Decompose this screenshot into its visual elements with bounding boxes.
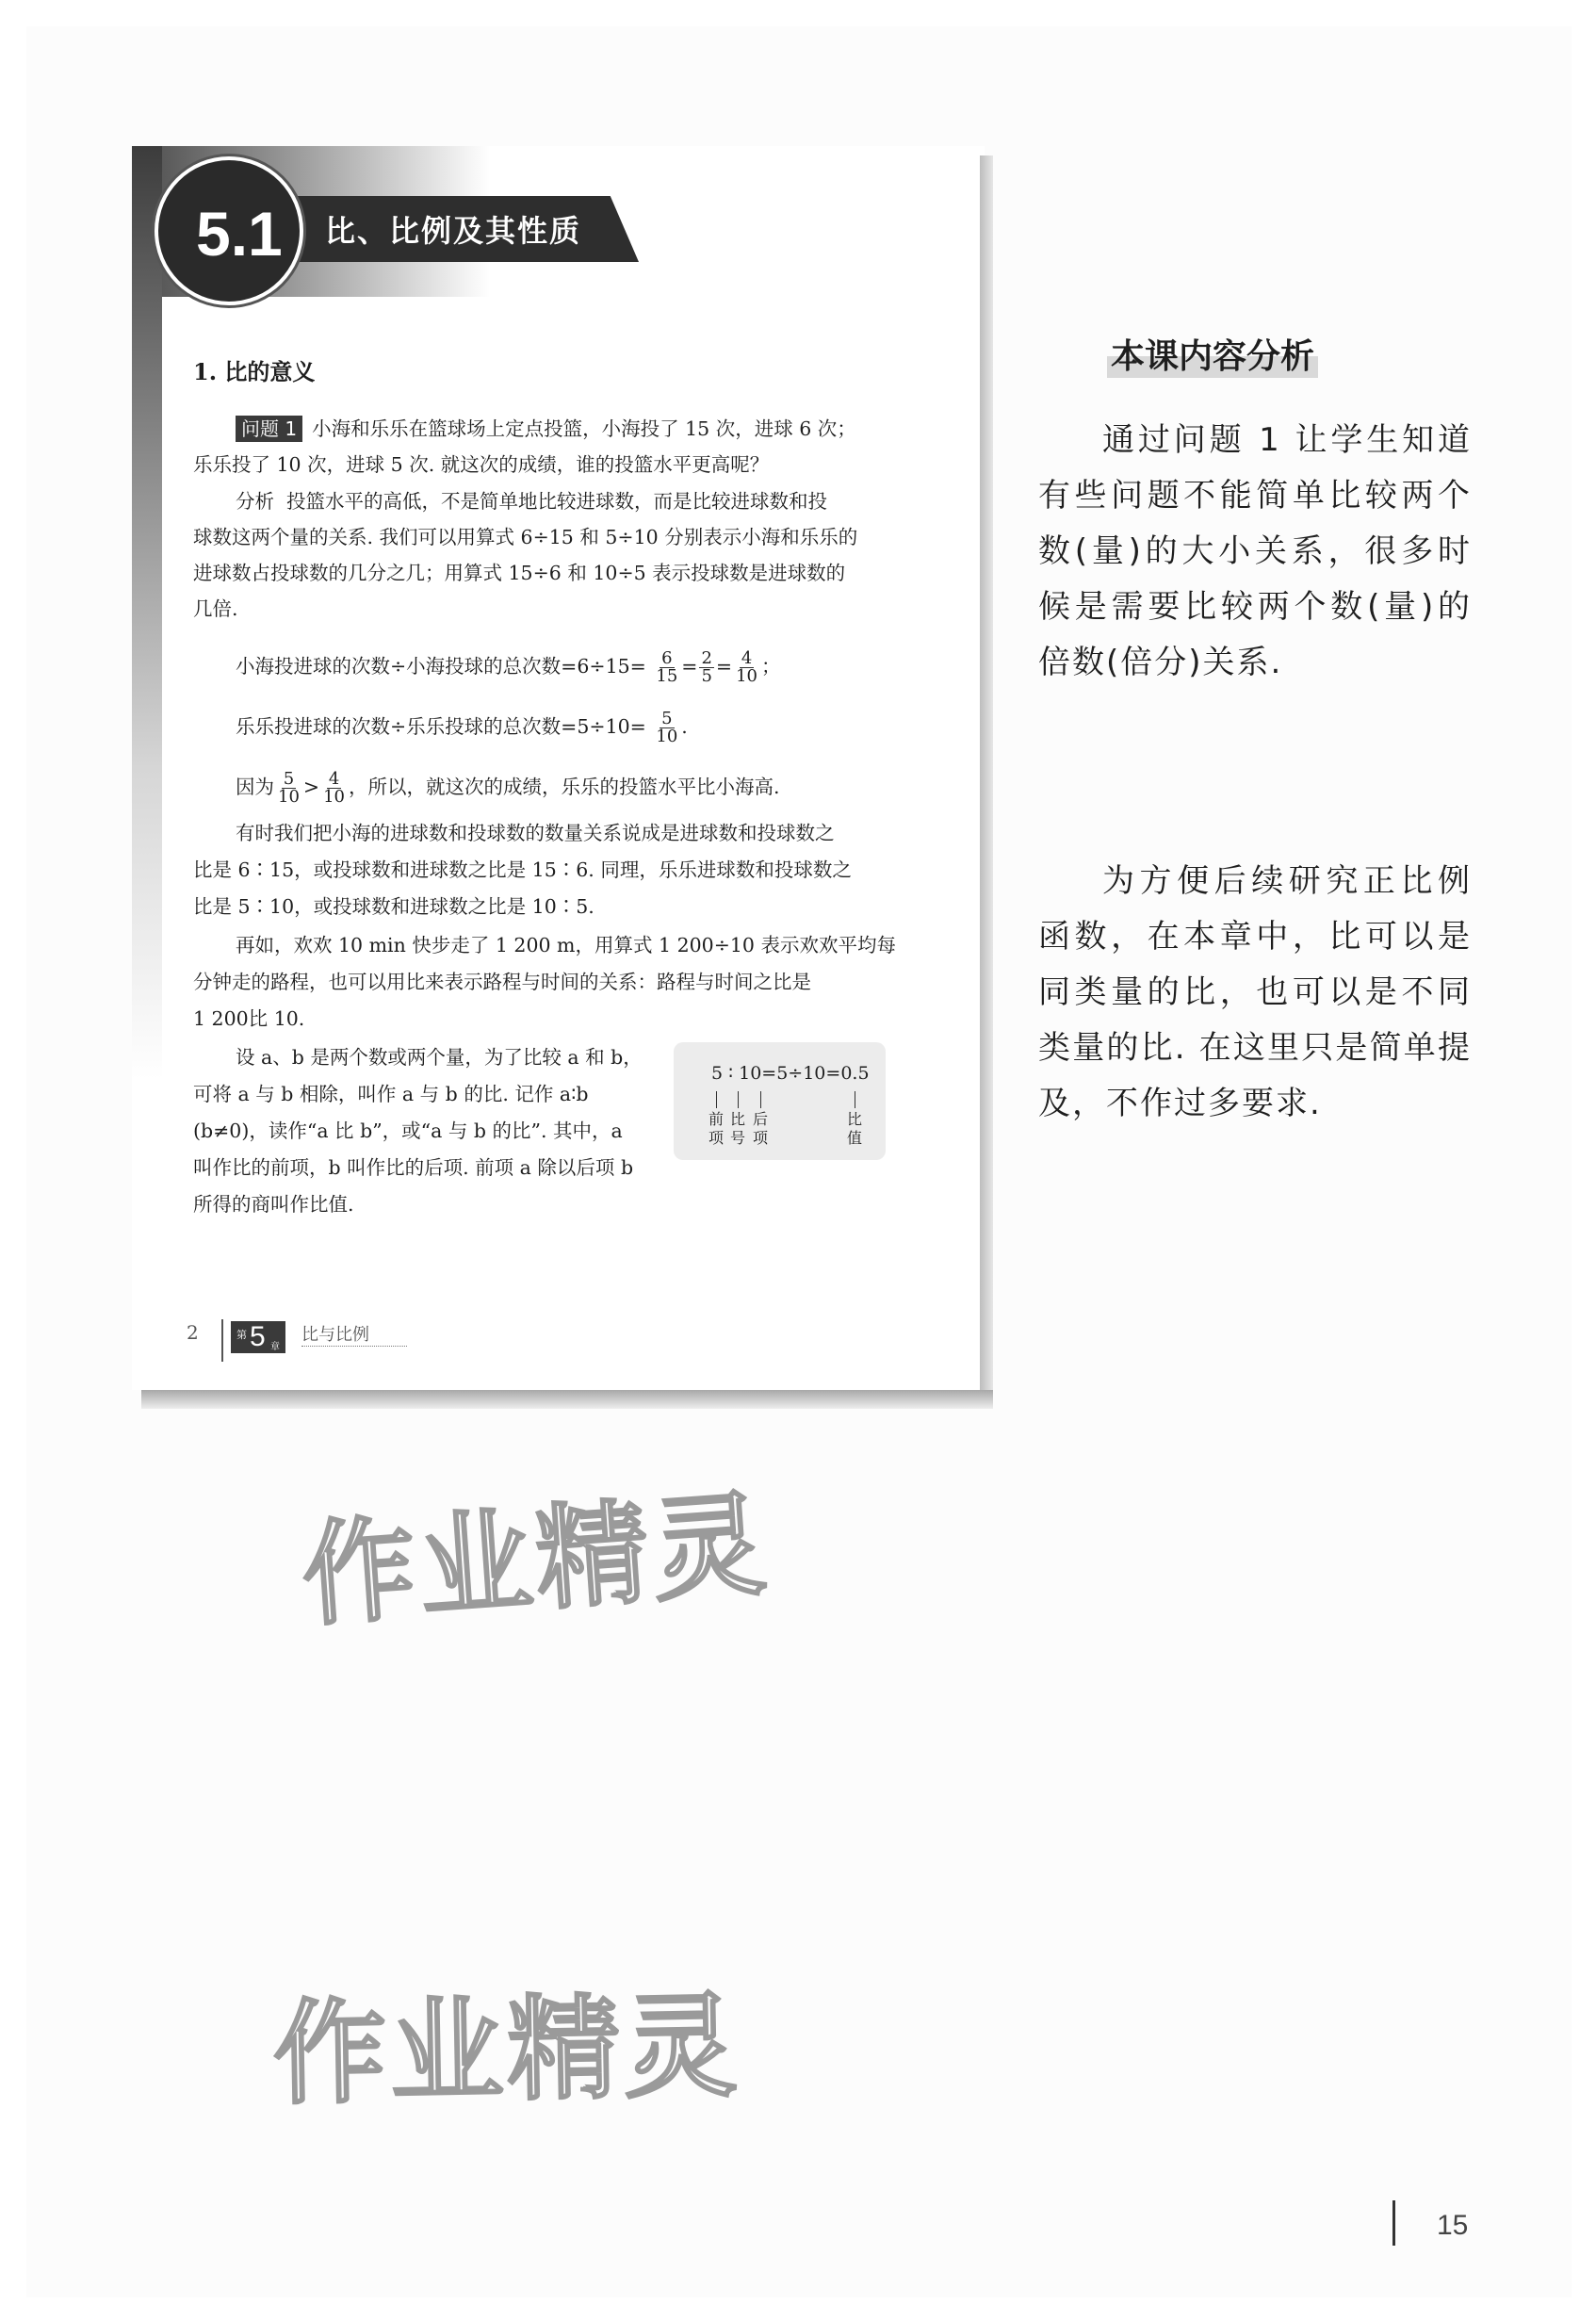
equation-lele: 乐乐投进球的次数÷乐乐投球的总次数=5÷10= $\frac{5}{10}$ . <box>236 709 688 746</box>
analysis-line-3: 进球数占投球数的几分之几；用算式 15÷6 和 10÷5 表示投球数是进球数的 <box>193 562 846 584</box>
fraction: $\frac{4}{10}$ <box>323 769 345 807</box>
chapter-tag: 第 5 章 <box>231 1321 285 1353</box>
fraction: $\frac{2}{5}$ <box>701 648 712 686</box>
ratio-equation: 5 ∶ 10=5÷10=0.5 <box>711 1063 870 1084</box>
watermark: 作业精灵 <box>272 1981 742 2121</box>
left-decorative-strip <box>132 146 162 1390</box>
page-number-divider <box>1392 2200 1395 2246</box>
ratio-paragraph-line-3: 比是 5∶10，或投球数和进球数之比是 10∶5. <box>193 895 594 918</box>
speed-paragraph-line-2: 分钟走的路程，也可以用比来表示路程与时间的关系：路程与时间之比是 <box>193 971 811 993</box>
analysis-line-1: 分析 投篮水平的高低，不是简单地比较进球数，而是比较进球数和投 <box>236 490 828 513</box>
chapter-name: 比与比例 <box>301 1321 407 1347</box>
ratio-paragraph-line-1: 有时我们把小海的进球数和投球数的数量关系说成是进球数和投球数之 <box>236 822 835 844</box>
section-title: 比、比例及其性质 <box>325 213 582 249</box>
fraction: $\frac{5}{10}$ <box>656 709 678 746</box>
page-shadow-bottom <box>141 1390 993 1409</box>
problem-label: 问题 1 <box>236 416 302 442</box>
label-consequent: 后 项 <box>752 1110 768 1147</box>
label-antecedent: 前 项 <box>708 1110 724 1147</box>
speed-paragraph-line-1: 再如，欢欢 10 min 快步走了 1 200 m，用算式 1 200÷10 表示欢欢平均每 <box>236 934 896 956</box>
problem-line-2: 乐乐投了 10 次，进球 5 次. 就这次的成绩，谁的投篮水平更高呢？ <box>193 453 770 476</box>
label-ratio-sign: 比 号 <box>729 1110 745 1147</box>
teacher-notes-paragraph-1: 通过问题 1 让学生知道有些问题不能简单比较两个数(量)的大小关系，很多时候是需要比较两个数(量)的倍数(倍分)关系. <box>1038 421 1472 681</box>
definition-line-2: 可将 a 与 b 相除，叫作 a 与 b 的比. 记作 a∶b <box>193 1083 589 1105</box>
ratio-paragraph-line-2: 比是 6∶15，或投球数和进球数之比是 15∶6. 同理，乐乐进球数和投球数之 <box>193 858 852 881</box>
fraction: $\frac{4}{10}$ <box>736 648 758 686</box>
teacher-notes-paragraph-2: 为方便后续研究正比例函数，在本章中，比可以是同类量的比，也可以是不同类量的比. 在这里只是简单提及，不作过多要求. <box>1038 862 1472 1122</box>
section-number: 5.1 <box>196 199 283 269</box>
definition-line-4: 叫作比的前项，b 叫作比的后项. 前项 a 除以后项 b <box>193 1156 634 1179</box>
analysis-line-2: 球数这两个量的关系. 我们可以用算式 6÷15 和 5÷10 分别表示小海和乐乐的 <box>193 526 858 548</box>
analysis-label: 分析 <box>236 490 274 513</box>
equation-xiaohai: 小海投进球的次数÷小海投球的总次数=6÷15= $\frac{6}{15}$ = $\frac{2}{5}$ = $\frac{4}{10}$ ； <box>236 648 781 686</box>
watermark: 作业精灵 <box>298 1479 774 1643</box>
teacher-notes-title: 本课内容分析 <box>1107 330 1318 378</box>
pointer-line <box>760 1091 761 1108</box>
fraction: $\frac{5}{10}$ <box>278 769 300 807</box>
fraction: $\frac{6}{15}$ <box>656 648 678 686</box>
label-ratio-value: 比 值 <box>846 1110 862 1147</box>
ratio-diagram <box>674 1042 886 1160</box>
pointer-line <box>716 1091 717 1108</box>
footer-divider <box>221 1319 223 1362</box>
subsection-heading: 1. 比的意义 <box>193 358 316 385</box>
definition-line-5: 所得的商叫作比值. <box>193 1193 354 1216</box>
page-number: 15 <box>1437 2210 1469 2241</box>
problem-line-1: 问题 1 小海和乐乐在篮球场上定点投篮，小海投了 15 次，进球 6 次； <box>236 411 856 447</box>
inner-page-number: 2 <box>187 1321 199 1344</box>
analysis-line-4: 几倍. <box>193 597 238 620</box>
definition-line-1: 设 a、b 是两个数或两个量，为了比较 a 和 b， <box>236 1046 643 1069</box>
definition-line-3: (b≠0)，读作“a 比 b”，或“a 与 b 的比”. 其中，a <box>193 1120 623 1142</box>
page-shadow-right <box>980 155 993 1399</box>
comparison-line: 因为 $\frac{5}{10}$ > $\frac{4}{10}$ ，所以，就这次的成绩，乐乐的投篮水平比小海高. <box>236 769 780 807</box>
speed-paragraph-line-3: 1 200比 10. <box>193 1007 305 1030</box>
pointer-line <box>738 1091 739 1108</box>
